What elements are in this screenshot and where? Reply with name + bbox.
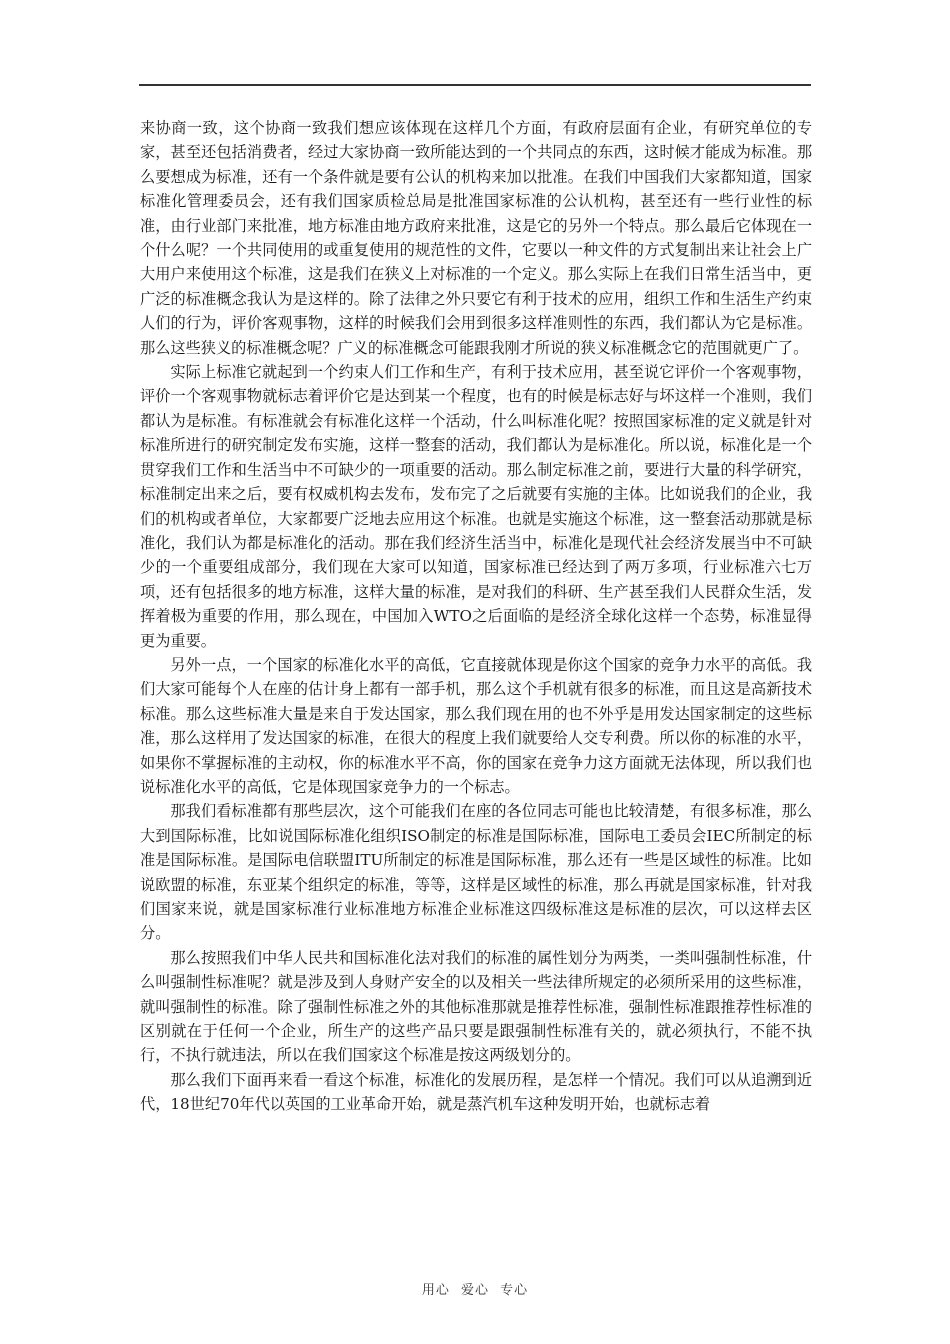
page-footer: 用心 爱心 专心 <box>421 1283 529 1298</box>
header-rule <box>139 84 811 86</box>
paragraph-5: 那么按照我们中华人民共和国标准化法对我们的标准的属性划分为两类，一类叫强制性标准，什么叫强制性标准呢？就是涉及到人身财产安全的以及相关一些法律所规定的必须所采用的这些标准，就叫强制性的标准。除了强制性标准之外的其他标准那就是推荐性标准，强制性标准跟推荐性标准的区别就在于任何一个企业，所生产的这些产品只要是跟强制性标准有关的，就必须执行，不能不执行，不执行就违法，所以在我们国家这个标准是按这两级划分的。 <box>140 948 812 1065</box>
paragraph-1: 来协商一致，这个协商一致我们想应该体现在这样几个方面，有政府层面有企业，有研究单位的专家，甚至还包括消费者，经过大家协商一致所能达到的一个共同点的东西，这时候才能成为标准。那么要想成为标准，还有一个条件就是要有公认的机构来加以批准。在我们中国我们大家都知道，国家标准化管理委员会，还有我们国家质检总局是批准国家标准的公认机构，甚至还有一些行业性的标准，由行业部门来批准，地方标准由地方政府来批准，这是它的另外一个特点。那么最后它体现在一个什么呢？一个共同使用的或重复使用的规范性的文件，它要以一种文件的方式复制出来让社会上广大用户来使用这个标准，这是我们在狭义上对标准的一个定义。那么实际上在我们日常生活当中，更广泛的标准概念我认为是这样的。除了法律之外只要它有利于技术的应用，组织工作和生活生产约束人们的行为，评价客观事物，这样的时候我们会用到很多这样准则性的东西，我们都认为它是标准。那么这些狭义的标准概念呢？广义的标准概念可能跟我刚才所说的狭义标准概念它的范围就更广了。 <box>140 119 812 357</box>
paragraph-2: 实际上标准它就起到一个约束人们工作和生产，有利于技术应用，甚至说它评价一个客观事物，评价一个客观事物就标志着评价它是达到某一个程度，也有的时候是标志好与坏这样一个准则，我们都认为是标准。有标准就会有标准化这样一个活动，什么叫标准化呢？按照国家标准的定义就是针对标准所进行的研究制定发布实施，这样一整套的活动，我们都认为是标准化。所以说，标准化是一个贯穿我们工作和生活当中不可缺少的一项重要的活动。那么制定标准之前，要进行大量的科学研究，标准制定出来之后，要有权威机构去发布，发布完了之后就要有实施的主体。比如说我们的企业，我们的机构或者单位，大家都要广泛地去应用这个标准。也就是实施这个标准，这一整套活动那就是标准化，我们认为都是标准化的活动。那在我们经济生活当中，标准化是现代社会经济发展当中不可缺少的一个重要组成部分，我们现在大家可以知道，国家标准已经达到了两万多项，行业标准六七万项，还有包括很多的地方标准，这样大量的标准，是对我们的科研、生产甚至我们人民群众生活，发挥着极为重要的作用，那么现在，中国加入WTO之后面临的是经济全球化这样一个态势，标准显得更为重要。 <box>140 363 812 650</box>
paragraph-6: 那么我们下面再来看一看这个标准，标准化的发展历程，是怎样一个情况。我们可以从追溯到近代，18世纪70年代以英国的工业革命开始，就是蒸汽机车这种发明开始，也就标志着 <box>140 1070 812 1114</box>
paragraph-4: 那我们看标准都有那些层次，这个可能我们在座的各位同志可能也比较清楚，有很多标准，那么大到国际标准，比如说国际标准化组织ISO制定的标准是国际标准，国际电工委员会IEC所制定的标准是国际标准。是国际电信联盟ITU所制定的标准是国际标准，那么还有一些是区域性的标准。比如说欧盟的标准，东亚某个组织定的标准，等等，这样是区域性的标准，那么再就是国家标准，针对我们国家来说，就是国家标准行业标准地方标准企业标准这四级标准这是标准的层次，可以这样去区分。 <box>140 802 812 943</box>
paragraph-3: 另外一点，一个国家的标准化水平的高低，它直接就体现是你这个国家的竞争力水平的高低。我们大家可能每个人在座的估计身上都有一部手机，那么这个手机就有很多的标准，而且这是高新技术标准。那么这些标准大量是来自于发达国家，那么我们现在用的也不外乎是用发达国家制定的这些标准，那么这样用了发达国家的标准，在很大的程度上我们就要给人交专利费。所以你的标准的水平，如果你不掌握标准的主动权，你的标准水平不高，你的国家在竞争力这方面就无法体现，所以我们也说标准化水平的高低，它是体现国家竞争力的一个标志。 <box>140 655 812 796</box>
document-body <box>140 116 812 1117</box>
